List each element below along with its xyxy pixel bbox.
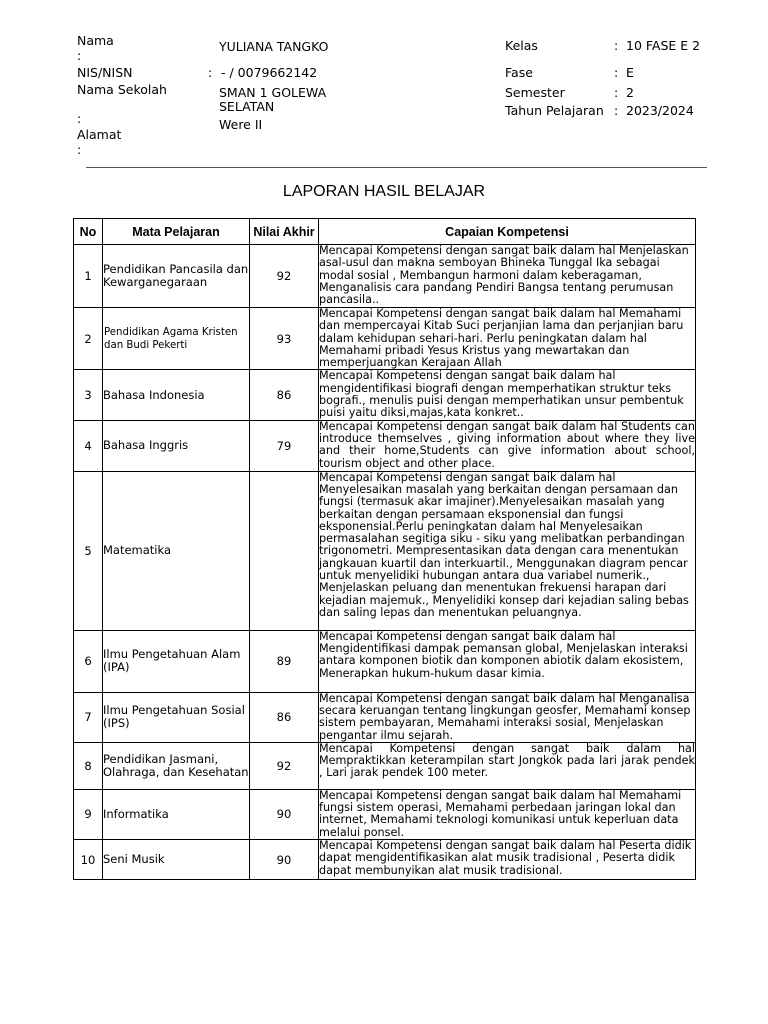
row-no: 4 — [74, 420, 103, 471]
kelas-value: 10 FASE E 2 — [626, 38, 701, 53]
tahun-label: Tahun Pelajaran — [505, 103, 604, 118]
row-no: 10 — [74, 840, 103, 880]
row-subject: Pendidikan Pancasila dan Kewarganegaraan — [103, 245, 250, 308]
col-header-no: No — [74, 219, 103, 245]
page-title: LAPORAN HASIL BELAJAR — [282, 183, 486, 200]
row-subject: Informatika — [103, 789, 250, 839]
alamat-label: Alamat — [77, 127, 122, 142]
tahun-value: 2023/2024 — [626, 103, 694, 118]
row-achievement: Mencapai Kompetensi dengan sangat baik dalam hal mengidentifikasi biografi dengan memperhatikan struktur teks bografi., menulis puisi dengan memperhatikan unsur pembentuk puisi yaitu diksi,majas,kata konkret.. — [319, 370, 696, 420]
table-row — [74, 370, 696, 420]
row-score: 93 — [250, 308, 319, 370]
nama-label: Nama — [77, 33, 114, 48]
tahun-colon: : — [614, 103, 619, 118]
nama-colon: : — [77, 48, 82, 63]
nis-colon: : — [208, 65, 213, 80]
table-row — [74, 789, 696, 839]
row-subject: Bahasa Indonesia — [103, 370, 250, 420]
table-row — [74, 245, 696, 308]
table-header-row — [74, 219, 696, 245]
grades-table — [73, 218, 696, 880]
row-no: 5 — [74, 471, 103, 630]
semester-colon: : — [614, 85, 619, 100]
row-no: 6 — [74, 630, 103, 692]
table-row — [74, 742, 696, 789]
sekolah-colon: : — [77, 111, 82, 126]
semester-value: 2 — [626, 85, 634, 100]
row-achievement: Mencapai Kompetensi dengan sangat baik dalam hal Menyelesaikan masalah yang berkaitan dengan persamaan dan fungsi (termasuk akar imajiner).Menyelesaikan masalah yang berkaitan dengan persamaan eksponensial dan fungsi eksponensial.Perlu peningkatan dalam hal Menyelesaikan permasalahan segitiga siku - siku yang melibatkan perbandingan trigonometri. Mempresentasikan data dengan cara menentukan jangkauan kuartil dan interkuartil., Menggunakan diagram pencar untuk menyelidiki hubungan antara dua variabel numerik., Menjelaskan peluang dan menentukan frekuensi harapan dari kejadian majemuk., Menyelidiki konsep dari kejadian saling bebas dan saling lepas dan menentukan peluangnya. — [319, 471, 696, 630]
col-header-achievement: Capaian Kompetensi — [319, 219, 696, 245]
row-score: 90 — [250, 789, 319, 839]
row-score — [250, 471, 319, 630]
row-no: 7 — [74, 692, 103, 742]
row-score: 86 — [250, 692, 319, 742]
kelas-colon: : — [614, 38, 619, 53]
row-no: 3 — [74, 370, 103, 420]
table-row — [74, 420, 696, 471]
row-score: 89 — [250, 630, 319, 692]
row-score: 79 — [250, 420, 319, 471]
row-subject: Ilmu Pengetahuan Sosial (IPS) — [103, 692, 250, 742]
row-achievement: Mencapai Kompetensi dengan sangat baik dalam hal Mempraktikkan keterampilan start Jongkok pada lari jarak pendek , Lari jarak pendek 100 meter. — [319, 742, 696, 789]
table-row — [74, 471, 696, 630]
table-row — [74, 692, 696, 742]
row-achievement: Mencapai Kompetensi dengan sangat baik dalam hal Students can introduce themselves , giving information about where they live and their home,Students can give information about school, tourism object and other place. — [319, 419, 695, 470]
alamat-value: Were II — [219, 117, 263, 132]
row-subject: Ilmu Pengetahuan Alam (IPA) — [103, 630, 250, 692]
fase-colon: : — [614, 65, 619, 80]
row-no: 8 — [74, 742, 103, 789]
row-subject: Pendidikan Agama Kristen dan Budi Pekerti — [103, 308, 250, 370]
nis-value: - / 0079662142 — [221, 65, 318, 80]
semester-label: Semester — [505, 85, 565, 100]
sekolah-value-line1: SMAN 1 GOLEWA — [219, 85, 327, 100]
row-score: 86 — [250, 370, 319, 420]
sekolah-label: Nama Sekolah — [77, 82, 167, 97]
row-score: 92 — [250, 245, 319, 308]
col-header-subject: Mata Pelajaran — [103, 219, 250, 245]
row-achievement: Mencapai Kompetensi dengan sangat baik dalam hal Memahami dan mempercayai Kitab Suci perjanjian lama dan perjanjian baru dalam kehidupan sehari-hari. Perlu peningkatan dalam hal Memahami pribadi Yesus Kristus yang mewartakan dan memperjuangkan Kerajaan Allah — [319, 308, 696, 370]
row-achievement: Mencapai Kompetensi dengan sangat baik dalam hal Peserta didik dapat mengidentifikasikan alat musik tradisional , Peserta didik dapat membunyikan alat musik tradisional. — [319, 840, 696, 880]
nis-label: NIS/NISN — [77, 65, 133, 80]
fase-label: Fase — [505, 65, 533, 80]
row-no: 2 — [74, 308, 103, 370]
row-achievement: Mencapai Kompetensi dengan sangat baik dalam hal Mengidentifikasi dampak pemansan global, Menjelaskan interaksi antara komponen biotik dan komponen abiotik dalam ekosistem, Menerapkan hukum-hukum dasar kimia. — [319, 630, 696, 692]
row-no: 1 — [74, 245, 103, 308]
row-subject: Bahasa Inggris — [103, 420, 250, 471]
table-row — [74, 308, 696, 370]
sekolah-value-line2: SELATAN — [219, 99, 275, 114]
row-score: 90 — [250, 840, 319, 880]
row-subject: Pendidikan Jasmani, Olahraga, dan Kesehatan — [103, 742, 250, 789]
row-achievement: Mencapai Kompetensi dengan sangat baik dalam hal Menjelaskan asal-usul dan makna semboyan Bhineka Tunggal Ika sebagai modal sosial , Membangun harmoni dalam keberagaman, Menganalisis cara pandang Pendiri Bangsa tentang perumusan pancasila.. — [319, 245, 696, 308]
row-achievement: Mencapai Kompetensi dengan sangat baik dalam hal Menganalisa secara keruangan tentang lingkungan geosfer, Memahami konsep sistem pembayaran, Memahami interaksi sosial, Menjelaskan pengantar ilmu sejarah. — [319, 692, 696, 742]
row-achievement: Mencapai Kompetensi dengan sangat baik dalam hal Memahami fungsi sistem operasi, Memahami perbedaan jaringan lokal dan internet, Memahami teknologi komunikasi untuk keperluan data melalui ponsel. — [319, 789, 696, 839]
col-header-score: Nilai Akhir — [250, 219, 319, 245]
fase-value: E — [626, 65, 634, 80]
table-row — [74, 630, 696, 692]
row-subject: Seni Musik — [103, 840, 250, 880]
header-divider — [86, 167, 707, 168]
table-row — [74, 840, 696, 880]
alamat-colon: : — [77, 142, 82, 157]
row-subject: Matematika — [103, 471, 250, 630]
nama-value: YULIANA TANGKO — [219, 39, 329, 54]
row-score: 92 — [250, 742, 319, 789]
row-no: 9 — [74, 789, 103, 839]
kelas-label: Kelas — [505, 38, 538, 53]
